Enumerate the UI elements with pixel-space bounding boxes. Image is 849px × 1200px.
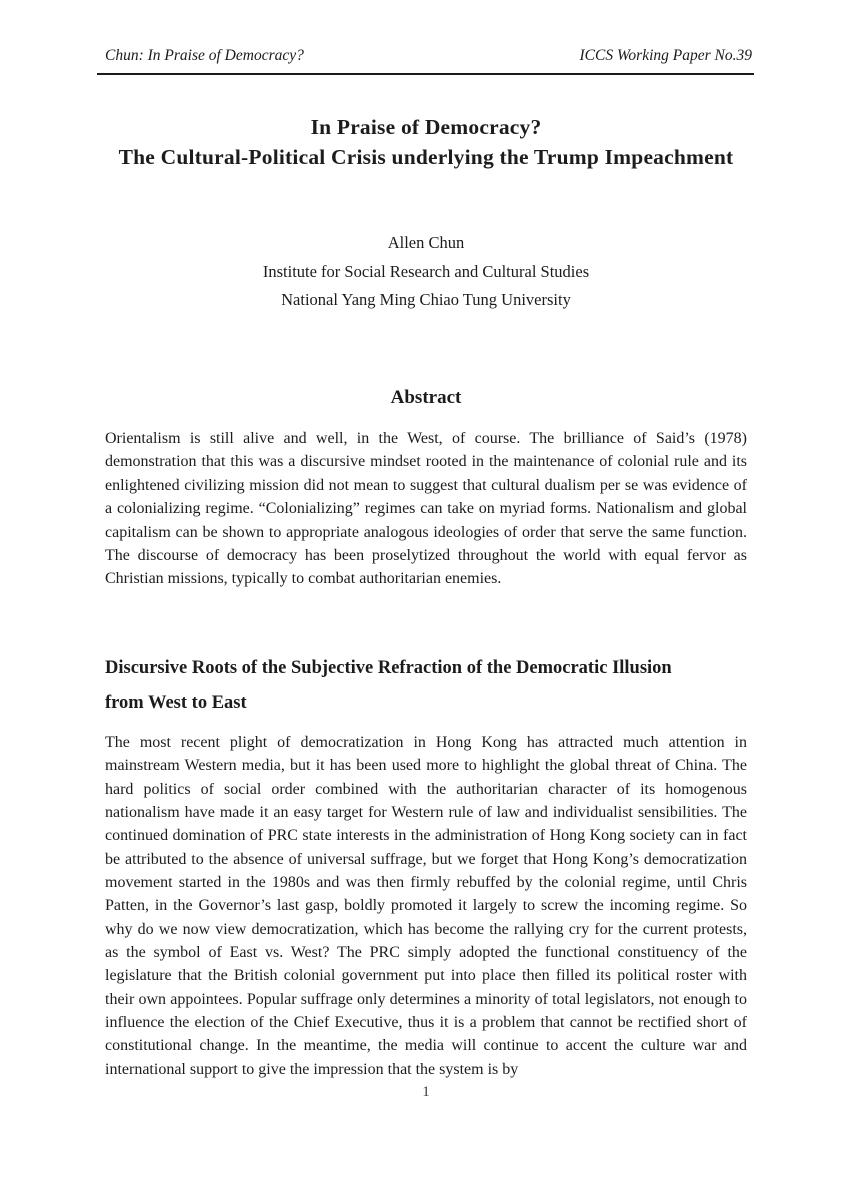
author-affiliation-2: National Yang Ming Chiao Tung University — [281, 290, 571, 310]
abstract-text: Orientalism is still alive and well, in the West, of course. The brilliance of Said’s (1978) demonstration that this was a discursive mindset rooted in the maintenance of colonial rule and its enlightened civilizing mission did not mean to suggest that cultural dualism per se was evidence of a colonializing regime. “Colonializing” regimes can take on myriad forms. Nationalism and global capitalism can be shown to appropriate analogous ideologies of order that serve the same function. The discourse of democracy has been proselytized throughout the world with equal fervor as Christian missions, typically to combat authoritarian enemies. — [105, 430, 747, 588]
abstract-heading: Abstract — [390, 387, 462, 408]
paper-title — [105, 112, 747, 172]
author-block — [105, 229, 747, 315]
running-header — [97, 46, 754, 75]
running-header-right: ICCS Working Paper No.39 — [579, 47, 752, 64]
author-affiliation-1: Institute for Social Research and Cultural Studies — [262, 261, 590, 281]
page-number: 1 — [422, 1084, 430, 1100]
running-header-left: Chun: In Praise of Democracy? — [105, 47, 304, 64]
title-line-2: The Cultural-Political Crisis underlying the Trump Impeachment — [118, 145, 734, 169]
section-paragraph: The most recent plight of democratization in Hong Kong has attracted much attention in mainstream Western media, but it has been used more to highlight the global threat of China. The hard politics of social order combined with the authoritarian character of its homogenous nationalism have made it an easy target for Western rule of law and individualist sensibilities. The continued domination of PRC state interests in the administration of Hong Kong society can in fact be attributed to the absence of universal suffrage, but we forget that Hong Kong’s democratization movement started in the 1980s and was then firmly rebuffed by the colonial regime, until Chris Patten, in the Governor’s last gasp, boldly promoted it largely to screw the incoming regime. So why do we now view democratization, which has become the rallying cry for the current protests, as the symbol of East vs. West? The PRC simply adopted the functional constituency of the legislature that the British colonial government put into place then filled its political roster with their own appointees. Popular suffrage only determines a minority of total legislators, not enough to influence the election of the Chief Executive, thus it is a problem that cannot be rectified short of constitutional change. In the meantime, the media will continue to accent the culture war and international support to give the impression that the system is by — [105, 734, 747, 1078]
section-heading-line-2: from West to East — [105, 693, 247, 713]
section-heading — [105, 651, 747, 721]
section-heading-line-1: Discursive Roots of the Subjective Refraction of the Democratic Illusion — [105, 658, 672, 678]
title-line-1: In Praise of Democracy? — [310, 115, 542, 139]
author-name: Allen Chun — [387, 233, 465, 252]
